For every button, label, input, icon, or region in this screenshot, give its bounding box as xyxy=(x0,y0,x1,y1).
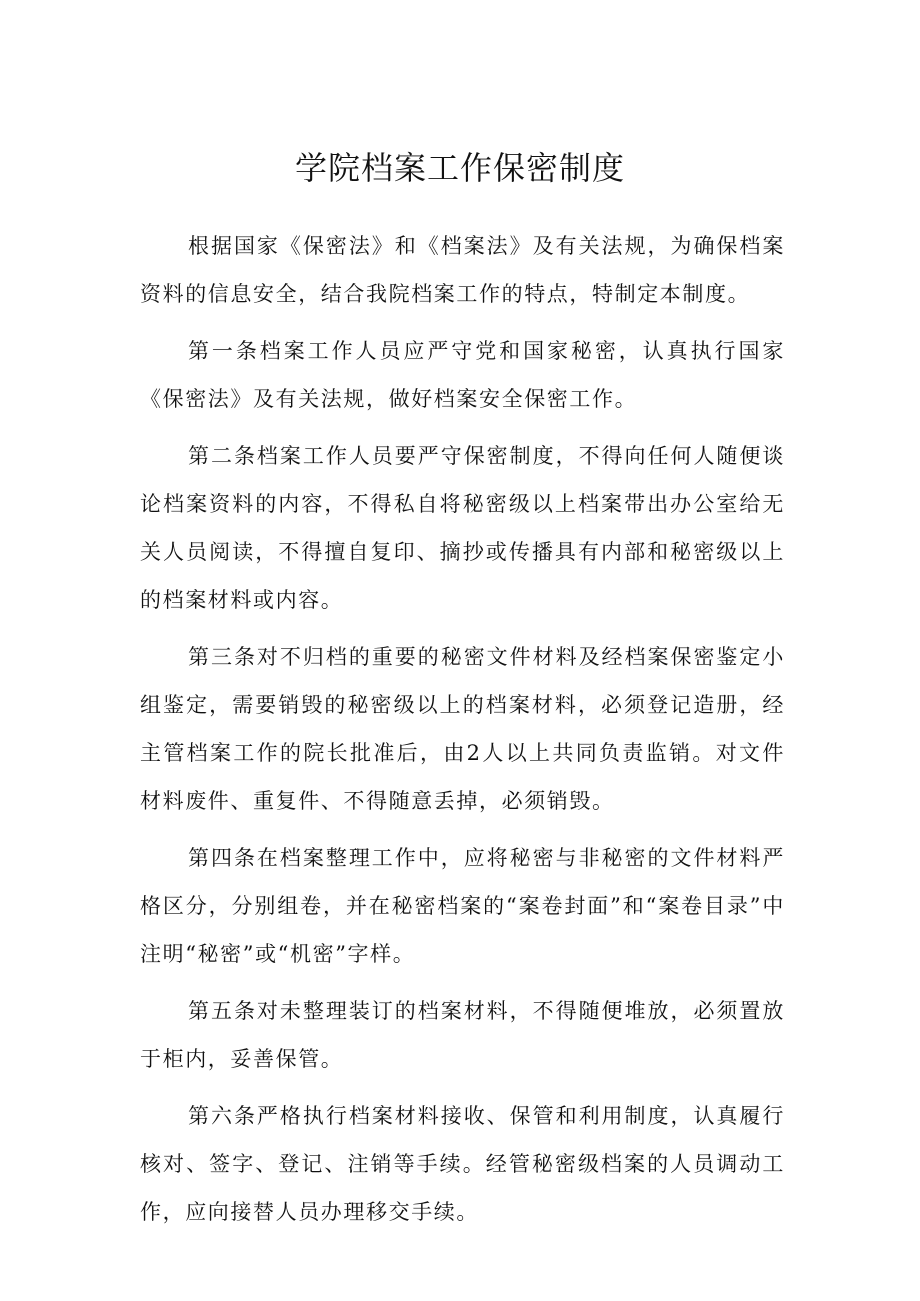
paragraph-intro: 根据国家《保密法》和《档案法》及有关法规，为确保档案资料的信息安全，结合我院档案工作的特点，特制定本制度。 xyxy=(140,234,785,306)
document-title: 学院档案工作保密制度 xyxy=(294,149,625,187)
paragraph-article-2: 第二条档案工作人员要严守保密制度，不得向任何人随便谈论档案资料的内容，不得私自将秘密级以上档案带出办公室给无关人员阅读，不得擅自复印、摘抄或传播具有内部和秘密级以上的档案材料或内容。 xyxy=(140,444,785,612)
paragraph-article-1: 第一条档案工作人员应严守党和国家秘密，认真执行国家《保密法》及有关法规，做好档案安全保密工作。 xyxy=(140,339,785,411)
document-body xyxy=(140,222,785,1245)
paragraph-article-5: 第五条对未整理装订的档案材料，不得随便堆放，必须置放于柜内，妥善保管。 xyxy=(140,999,785,1071)
paragraph-article-3: 第三条对不归档的重要的秘密文件材料及经档案保密鉴定小组鉴定，需要销毁的秘密级以上的档案材料，必须登记造册，经主管档案工作的院长批准后，由2人以上共同负责监销。对文件材料废件、重复件、不得随意丢掉，必须销毁。 xyxy=(140,645,785,813)
paragraph-article-4: 第四条在档案整理工作中，应将秘密与非秘密的文件材料严格区分，分别组卷，并在秘密档案的“案卷封面”和“案卷目录”中注明“秘密”或“机密”字样。 xyxy=(140,846,785,966)
paragraph-article-6: 第六条严格执行档案材料接收、保管和利用制度，认真履行核对、签字、登记、注销等手续。经管秘密级档案的人员调动工作，应向接替人员办理移交手续。 xyxy=(140,1104,785,1224)
